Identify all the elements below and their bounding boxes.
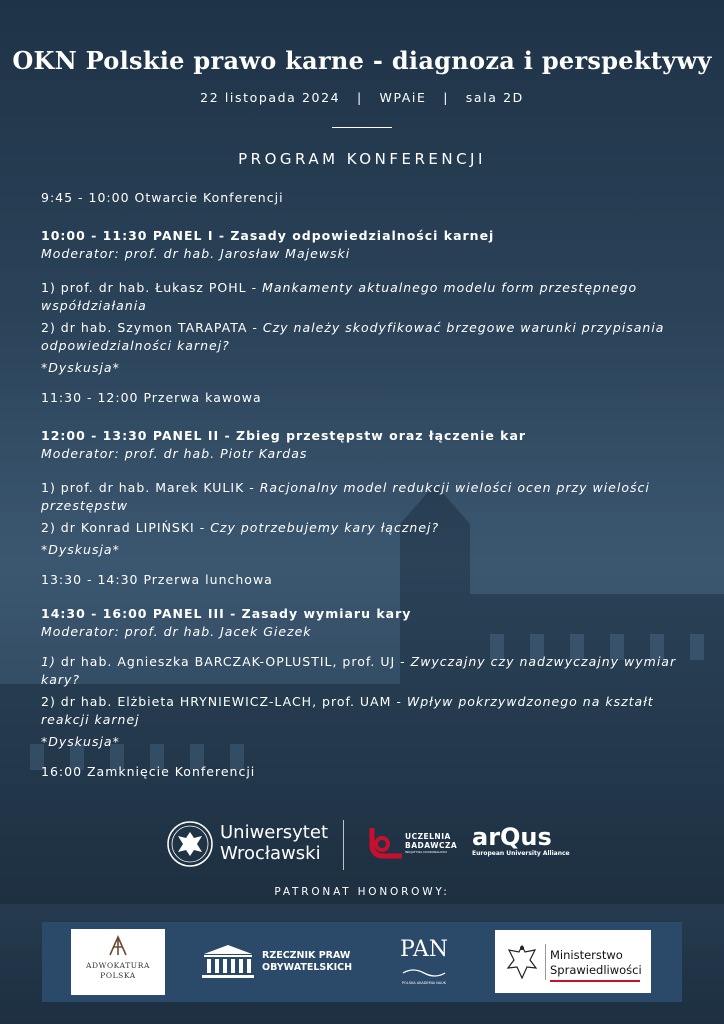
arqus-logo [472,824,570,858]
separator: | [443,90,450,105]
rpo-line-1: RZECZNIK PRAW [262,950,351,961]
panel-3-discussion: *Dyskusja* [41,734,120,749]
speaker: 2) dr Konrad LIPIŃSKI - [41,520,211,535]
panel-2-moderator: Moderator: prof. dr hab. Piotr Kardas [41,446,308,461]
program-heading: PROGRAM KONFERENCJI [238,150,486,168]
panel-2-discussion: *Dyskusja* [41,542,120,557]
separator: | [356,90,363,105]
talk-title: Wpływ pokrzywdzonego na kształt reakcji karnej [41,694,654,727]
agenda-opening: 9:45 - 10:00 Otwarcie Konferencji [41,190,284,205]
panel-3-talk-2 [41,693,691,729]
speaker: 1) prof. dr hab. Łukasz POHL - [41,280,263,295]
adwokatura-line-2: POLSKA [100,971,136,980]
uczelnia-badawcza-icon [368,826,408,862]
uwr-line-2: Wrocławski [220,843,321,864]
speaker: 1) prof. dr hab. Marek KULIK - [41,480,260,495]
uczelnia-badawcza-text [405,832,457,855]
polish-eagle-icon [503,942,541,982]
panel-1-heading: 10:00 - 11:30 PANEL I - Zasady odpowiedzialności karnej [41,228,495,243]
agenda [41,189,691,781]
agenda-closing: 16:00 Zamknięcie Konferencji [41,764,256,779]
arqus-name: arQus [472,823,552,851]
ub-line-3: INICJATYWA DOSKONAŁOŚCI [405,850,448,854]
ms-line-1: Ministerstwo [550,948,623,962]
adwokatura-logo [71,929,165,995]
conference-subtitle [0,90,724,105]
speaker: dr hab. Agnieszka BARCZAK-OPLUSTIL, prof. UJ - [55,654,411,669]
conference-title: OKN Polskie prawo karne - diagnoza i perspektywy [12,46,712,75]
conference-date: 22 listopada 2024 [200,90,341,105]
pan-full-name: POLSKA AKADEMIA NAUK [401,981,447,985]
panel-2-talk-1 [41,479,691,515]
pan-wave-icon [401,967,447,977]
ub-line-1: UCZELNIA [405,832,451,841]
uwr-line-1: Uniwersytet [220,822,328,843]
panel-3-moderator: Moderator: prof. dr hab. Jacek Giezek [41,624,312,639]
talk-number: 1) [41,654,56,669]
panel-1-talk-2 [41,319,691,355]
organiser-logos [0,818,724,874]
adwokatura-emblem-icon [106,935,130,957]
uwr-name [220,822,328,864]
adwokatura-line-1: ADWOKATURA [86,961,150,970]
ms-line-2: Sprawiedliwości [550,963,642,977]
panel-1-moderator: Moderator: prof. dr hab. Jarosław Majewski [41,246,351,261]
rpo-text [262,950,352,974]
pan-name: PAN [400,937,448,962]
rpo-line-2: OBYWATELSKICH [262,962,353,973]
panel-1-talk-1 [41,279,691,315]
ub-line-2: BADAWCZA [405,841,458,850]
ms-text [550,948,642,978]
ministerstwo-logo [495,930,651,993]
divider [332,127,392,128]
logo-divider [343,820,344,870]
panel-3-heading: 14:30 - 16:00 PANEL III - Zasady wymiaru kary [41,606,412,621]
talk-title: Czy potrzebujemy kary łącznej? [210,520,440,535]
conference-venue: WPAiE [379,90,427,105]
speaker: 2) dr hab. Szymon TARAPATA - [41,320,263,335]
uwr-eagle-icon [166,820,214,868]
agenda-coffee-break: 11:30 - 12:00 Przerwa kawowa [41,390,262,405]
panel-1-discussion: *Dyskusja* [41,360,120,375]
panel-2-heading: 12:00 - 13:30 PANEL II - Zbieg przestępstw oraz łączenie kar [41,428,527,443]
pan-logo [393,938,455,986]
talk-title: Czy należy skodyfikować brzegowe warunki przypisania odpowiedzialności karnej? [41,320,665,353]
panel-3-talk-1 [41,653,691,689]
patronat-label: PATRONAT HONOROWY: [274,886,450,898]
ms-divider [545,944,546,980]
talk-title: Mankamenty aktualnego modelu form przestępnego współdziałania [41,280,638,313]
conference-room: sala 2D [465,90,524,105]
arqus-tagline: European University Alliance [472,850,570,857]
ms-underline [550,980,640,982]
talk-title: Racjonalny model redukcji wielości ocen przy wielości przestępstw [41,480,650,513]
patron-logos-bar [42,922,682,1002]
speaker: 2) dr hab. Elżbieta HRYNIEWICZ-LACH, prof. UAM - [41,694,407,709]
talk-title: Zwyczajny czy nadzwyczajny wymiar kary? [41,654,677,687]
panel-2-talk-2 [41,519,691,537]
rpo-building-icon [200,944,256,980]
agenda-lunch-break: 13:30 - 14:30 Przerwa lunchowa [41,572,273,587]
